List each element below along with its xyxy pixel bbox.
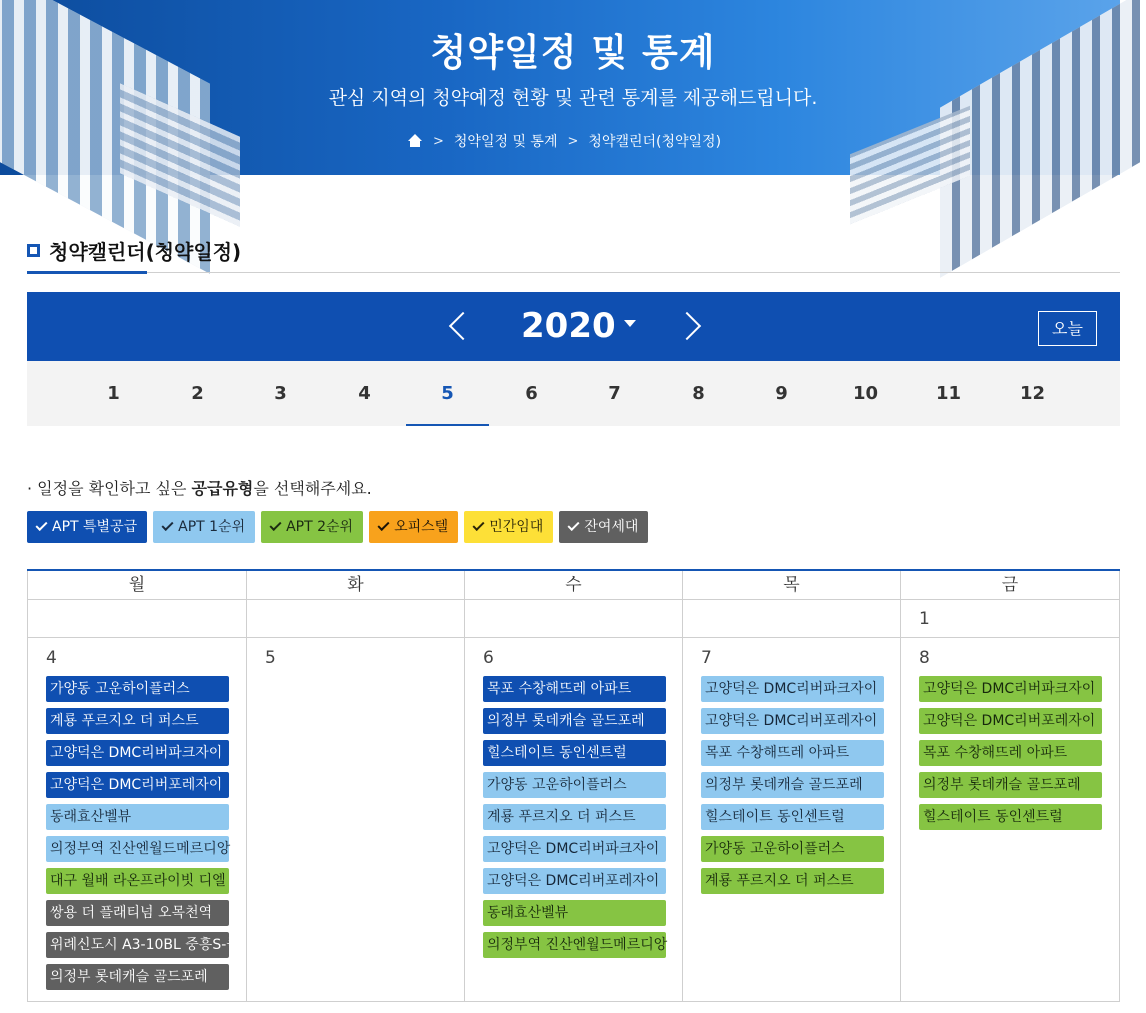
calendar-day[interactable] <box>900 638 1120 1001</box>
filter-apt-2nd[interactable] <box>261 511 363 543</box>
month-tab-8[interactable]: 8 <box>692 383 705 404</box>
filter-label: 오피스텔 <box>394 519 449 535</box>
breadcrumb-item-current[interactable]: 청약캘린더(청약일정) <box>588 134 722 150</box>
event-item[interactable]: 고양덕은 DMC리버포레자이 <box>483 868 666 894</box>
event-item[interactable]: 힐스테이트 동인센트럴 <box>919 804 1102 830</box>
next-year-icon[interactable] <box>681 310 701 340</box>
calendar-header <box>27 571 1120 600</box>
calendar-day[interactable] <box>27 600 246 637</box>
event-item[interactable]: 고양덕은 DMC리버포레자이 <box>701 708 884 734</box>
day-number: 6 <box>483 648 494 668</box>
event-item[interactable]: 고양덕은 DMC리버파크자이 <box>919 676 1102 702</box>
event-item[interactable]: 고양덕은 DMC리버파크자이 <box>483 836 666 862</box>
day-number: 1 <box>919 609 930 629</box>
event-item[interactable]: 위례신도시 A3-10BL 중흥S-클래스 <box>46 932 229 958</box>
event-item[interactable]: 가양동 고운하이플러스 <box>46 676 229 702</box>
event-item[interactable]: 의정부 롯데캐슬 골드포레 <box>483 708 666 734</box>
month-tab-5[interactable]: 5 <box>406 361 489 426</box>
weekday-thu: 목 <box>682 571 900 599</box>
filter-label: 잔여세대 <box>584 519 639 535</box>
event-item[interactable]: 힐스테이트 동인센트럴 <box>483 740 666 766</box>
month-tab-9[interactable]: 9 <box>775 383 788 404</box>
event-item[interactable]: 목포 수창해뜨레 아파트 <box>701 740 884 766</box>
calendar-day[interactable] <box>27 638 267 1001</box>
breadcrumb <box>407 131 721 151</box>
filter-officetel[interactable] <box>369 511 458 543</box>
event-list <box>919 676 1119 830</box>
event-item[interactable]: 동래효산벨뷰 <box>46 804 229 830</box>
event-item[interactable]: 의정부역 진산엔월드메르디앙 <box>483 932 666 958</box>
filter-private-rental[interactable] <box>464 511 553 543</box>
instruction-bold: 공급유형 <box>191 479 254 498</box>
event-item[interactable]: 가양동 고운하이플러스 <box>483 772 666 798</box>
prev-year-icon[interactable] <box>447 310 467 340</box>
day-number: 8 <box>919 648 930 668</box>
check-icon <box>378 519 390 531</box>
check-icon <box>473 519 485 531</box>
filter-label: APT 2순위 <box>286 519 354 535</box>
month-tab-11[interactable]: 11 <box>935 383 962 404</box>
day-number: 7 <box>701 648 712 668</box>
event-item[interactable]: 계룡 푸르지오 더 퍼스트 <box>483 804 666 830</box>
event-list <box>46 676 267 990</box>
chevron-right-icon: > <box>567 133 579 149</box>
home-icon[interactable] <box>407 134 423 148</box>
event-list <box>483 676 682 958</box>
calendar <box>27 569 1120 1001</box>
event-item[interactable]: 계룡 푸르지오 더 퍼스트 <box>46 708 229 734</box>
month-tab-4[interactable]: 4 <box>358 383 371 404</box>
event-item[interactable]: 의정부 롯데캐슬 골드포레 <box>701 772 884 798</box>
day-number: 5 <box>265 648 276 668</box>
caret-down-icon[interactable] <box>624 320 636 327</box>
event-item[interactable]: 고양덕은 DMC리버파크자이 <box>701 676 884 702</box>
calendar-week <box>27 600 1120 638</box>
calendar-week <box>27 638 1120 1002</box>
breadcrumb-item[interactable]: 청약일정 및 통계 <box>453 134 558 150</box>
check-icon <box>568 519 580 531</box>
filter-apt-1st[interactable] <box>153 511 255 543</box>
instruction-prefix: · 일정을 확인하고 싶은 <box>27 479 192 498</box>
event-item[interactable]: 힐스테이트 동인센트럴 <box>701 804 884 830</box>
event-item[interactable]: 의정부 롯데캐슬 골드포레 <box>919 772 1102 798</box>
month-tab-3[interactable]: 3 <box>274 383 287 404</box>
filter-apt-special[interactable] <box>27 511 147 543</box>
page-banner <box>0 0 1120 175</box>
weekday-mon: 월 <box>27 571 246 599</box>
event-item[interactable]: 동래효산벨뷰 <box>483 900 666 926</box>
year-selector-bar <box>27 292 1120 361</box>
check-icon <box>35 519 47 531</box>
section-divider <box>27 272 1120 273</box>
event-item[interactable]: 고양덕은 DMC리버파크자이 <box>46 740 229 766</box>
page-title: 청약일정 및 통계 <box>430 31 716 74</box>
event-item[interactable]: 가양동 고운하이플러스 <box>701 836 884 862</box>
calendar-day[interactable] <box>246 638 464 1001</box>
event-item[interactable]: 쌍용 더 플래티넘 오목천역 <box>46 900 229 926</box>
check-icon <box>270 519 282 531</box>
filter-label: APT 특별공급 <box>52 519 138 535</box>
event-item[interactable]: 고양덕은 DMC리버포레자이 <box>46 772 229 798</box>
square-bullet-icon <box>27 244 40 257</box>
supply-type-filters <box>27 511 648 543</box>
event-item[interactable]: 고양덕은 DMC리버포레자이 <box>919 708 1102 734</box>
calendar-day[interactable] <box>682 638 900 1001</box>
instruction-suffix: 을 선택해주세요. <box>253 479 372 498</box>
today-button[interactable]: 오늘 <box>1038 311 1097 346</box>
weekday-wed: 수 <box>464 571 682 599</box>
filter-remaining-units[interactable] <box>559 511 648 543</box>
year-select[interactable]: 2020 <box>521 306 616 346</box>
month-tab-6[interactable]: 6 <box>525 383 538 404</box>
month-tabs <box>27 361 1120 426</box>
page-subtitle: 관심 지역의 청약예정 현황 및 관련 통계를 제공해드립니다. <box>328 87 818 109</box>
month-tab-10[interactable]: 10 <box>852 383 879 404</box>
event-item[interactable]: 목포 수창해뜨레 아파트 <box>483 676 666 702</box>
weekday-tue: 화 <box>246 571 464 599</box>
month-tab-12[interactable]: 12 <box>1019 383 1046 404</box>
event-list <box>701 676 900 894</box>
calendar-day[interactable] <box>464 638 682 1001</box>
event-item[interactable]: 목포 수창해뜨레 아파트 <box>919 740 1102 766</box>
chevron-right-icon: > <box>433 133 444 149</box>
filter-label: APT 1순위 <box>178 519 246 535</box>
day-number: 4 <box>46 648 57 668</box>
filter-instruction <box>27 476 372 499</box>
section-title <box>27 236 241 265</box>
section-title-text: 청약캘린더(청약일정) <box>49 240 242 264</box>
check-icon <box>162 519 174 531</box>
section-divider-accent <box>27 271 147 274</box>
filter-label: 민간임대 <box>489 519 544 535</box>
calendar-day[interactable] <box>682 600 900 637</box>
calendar-day[interactable] <box>900 600 1120 637</box>
calendar-day[interactable] <box>464 600 682 637</box>
weekday-fri: 금 <box>900 571 1120 599</box>
month-tab-2[interactable]: 2 <box>191 383 204 404</box>
event-item[interactable]: 의정부 롯데캐슬 골드포레 <box>46 964 229 990</box>
event-item[interactable]: 계룡 푸르지오 더 퍼스트 <box>701 868 884 894</box>
month-tab-7[interactable]: 7 <box>608 383 621 404</box>
month-tab-1[interactable]: 1 <box>107 383 120 404</box>
event-item[interactable]: 대구 월배 라온프라이빗 디엘 <box>46 868 229 894</box>
calendar-day[interactable] <box>246 600 464 637</box>
event-item[interactable]: 의정부역 진산엔월드메르디앙 <box>46 836 229 862</box>
